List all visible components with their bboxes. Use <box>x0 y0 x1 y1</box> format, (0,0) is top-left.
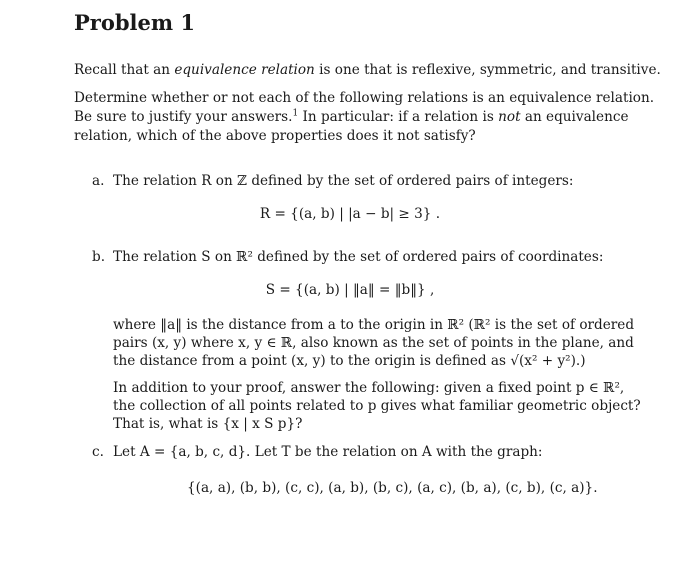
item-b-where-line-2: pairs (x, y) where x, y ∈ ℝ, also known as the set of points in the plane, and <box>113 335 634 351</box>
item-a-equation: R = {(a, b) | |a − b| ≥ 3} . <box>259 206 441 222</box>
intro-p1-suffix: is one that is reflexive, symmetric, and transitive. <box>314 62 661 78</box>
item-b-extra-line-3: That is, what is {x | x S p}? <box>113 416 303 432</box>
item-a-label: a. <box>92 173 105 189</box>
intro-paragraph-2-line-3: relation, which of the above properties does it not satisfy? <box>74 128 476 144</box>
intro-p2-line2-post: In particular: if a relation is <box>298 109 499 125</box>
intro-paragraph-1 <box>74 61 661 80</box>
intro-paragraph-2-line-1: Determine whether or not each of the following relations is an equivalence relation. <box>74 90 655 106</box>
item-c-text: Let A = {a, b, c, d}. Let T be the relation on A with the graph: <box>113 444 543 460</box>
item-b-extra-line-1: In addition to your proof, answer the following: given a fixed point p ∈ ℝ², <box>113 380 625 396</box>
item-c-label: c. <box>92 444 104 460</box>
item-b-where-line-1: where ‖a‖ is the distance from a to the origin in ℝ² (ℝ² is the set of ordered <box>113 317 635 333</box>
intro-p2-line2-end: an equivalence <box>520 109 629 125</box>
footnote-marker: 1 <box>292 108 299 119</box>
intro-paragraph-2-line-2 <box>74 108 629 127</box>
intro-p1-prefix: Recall that an <box>74 62 175 78</box>
item-b-equation: S = {(a, b) | ‖a‖ = ‖b‖} , <box>265 282 435 298</box>
item-b-text: The relation S on ℝ² defined by the set of ordered pairs of coordinates: <box>113 249 604 265</box>
item-b-extra-line-2: the collection of all points related to p gives what familiar geometric object? <box>113 398 641 414</box>
intro-p2-line2-pre: Be sure to justify your answers. <box>74 109 293 125</box>
item-c-equation: {(a, a), (b, b), (c, c), (a, b), (b, c), (a, c), (b, a), (c, b), (c, a)}. <box>187 480 598 496</box>
term-equivalence-relation: equivalence relation <box>174 62 315 78</box>
emphasis-not: not <box>498 109 521 125</box>
item-b-label: b. <box>92 249 106 265</box>
item-a-text: The relation R on ℤ defined by the set of ordered pairs of integers: <box>113 173 574 189</box>
problem-title: Problem 1 <box>74 10 196 35</box>
item-b-where-line-3: the distance from a point (x, y) to the origin is defined as √(x² + y²).) <box>113 353 586 369</box>
